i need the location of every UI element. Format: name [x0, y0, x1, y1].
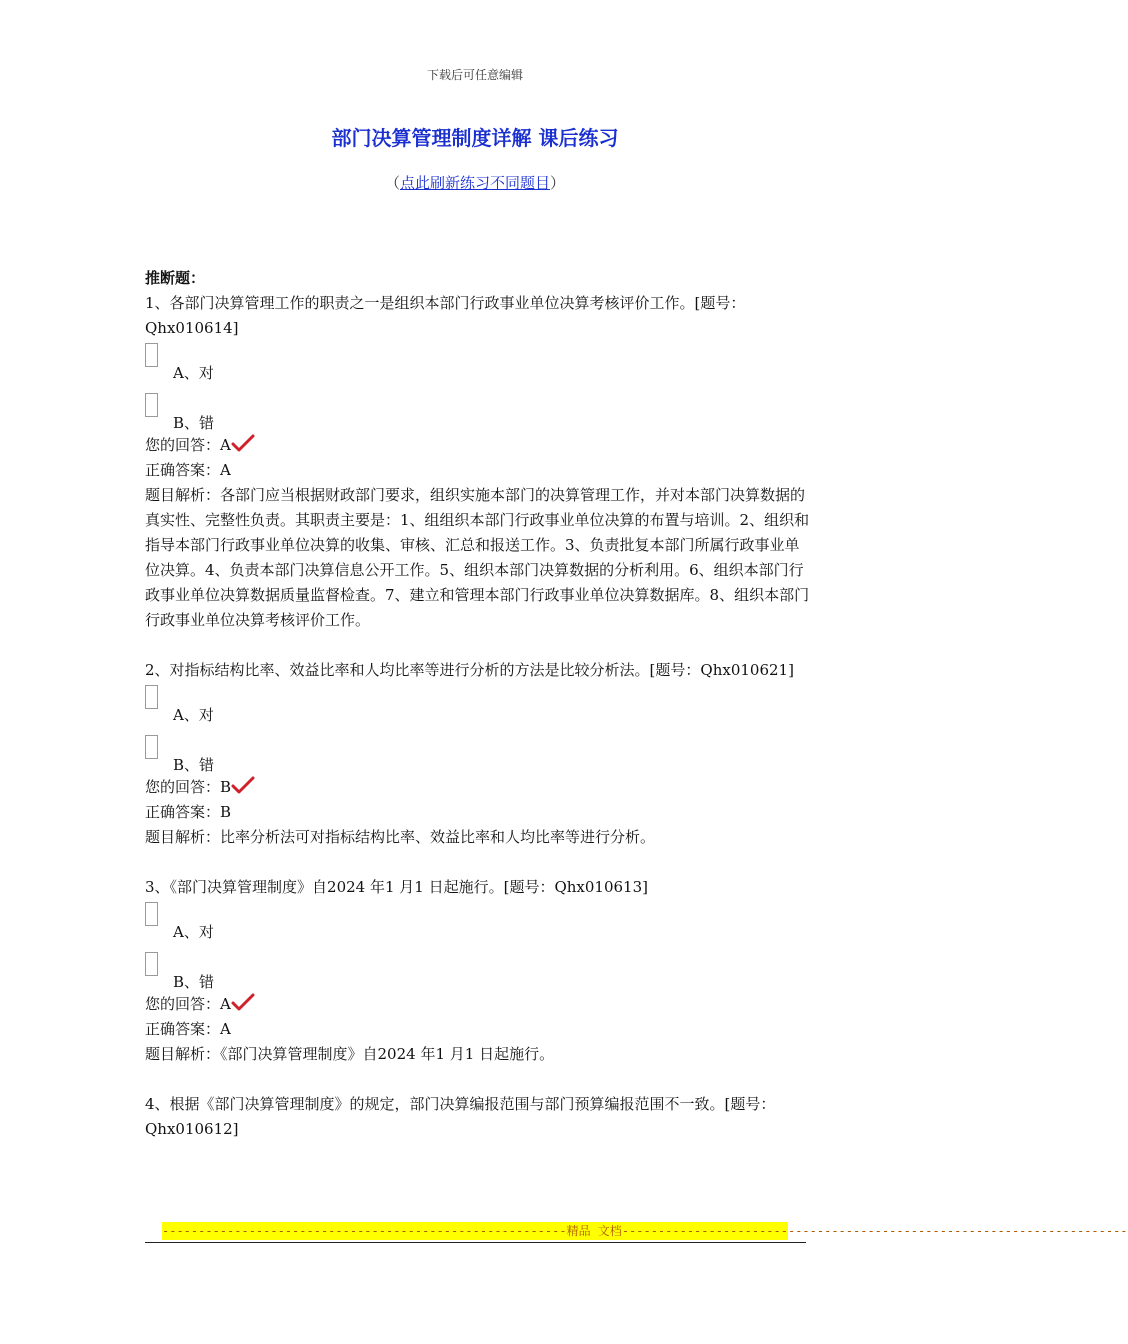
option-label: A、对	[173, 706, 214, 724]
question-text: 4、根据《部门决算管理制度》的规定，部门决算编报范围与部门预算编报范围不一致。[题号：Qhx010612]	[145, 1095, 776, 1138]
refresh-close-paren: ）	[550, 174, 566, 192]
option-a-checkbox[interactable]	[145, 902, 158, 926]
option-label: B、错	[173, 756, 215, 774]
analysis-text: 比率分析法可对指标结构比率、效益比率和人均比率等进行分析。	[220, 828, 656, 846]
option-b-checkbox[interactable]	[145, 952, 158, 976]
option-a-checkbox[interactable]	[145, 343, 158, 367]
option-b-checkbox[interactable]	[145, 735, 158, 759]
analysis-label: 题目解析：	[145, 828, 221, 846]
correct-answer-value: B	[220, 803, 232, 821]
footer-banner	[162, 1222, 1128, 1240]
page-title: 部门决算管理制度详解 课后练习	[331, 126, 619, 150]
spacer	[145, 1067, 810, 1092]
option-a[interactable]	[145, 900, 810, 950]
question-2	[145, 658, 810, 850]
your-answer-label: 您的回答：	[145, 995, 221, 1013]
your-answer	[145, 775, 810, 800]
correct-answer-label: 正确答案：	[145, 803, 221, 821]
your-answer-value: A	[220, 436, 231, 454]
option-label: B、错	[173, 414, 215, 432]
correct-answer-label: 正确答案：	[145, 1020, 221, 1038]
correct-answer	[145, 458, 810, 483]
option-b-checkbox[interactable]	[145, 393, 158, 417]
your-answer-label: 您的回答：	[145, 436, 221, 454]
correct-answer	[145, 1017, 810, 1042]
header-note: 下载后可任意编辑	[426, 68, 523, 82]
footer-rule	[145, 1242, 806, 1243]
analysis	[145, 483, 810, 633]
checkmark-icon	[231, 776, 255, 794]
analysis-text: 各部门应当根据财政部门要求，组织实施本部门的决算管理工作，并对本部门决算数据的真实性、完整性负责。其职责主要是：1、组组织本部门行政事业单位决算的布置与培训。2、组织和指导本部门行政事业单位决算的收集、审核、汇总和报送工作。3、负责批复本部门所属行政事业单位决算。4、负责本部门决算信息公开工作。5、组织本部门决算数据的分析利用。6、组织本部门行政事业单位决算数据质量监督检查。7、建立和管理本部门行政事业单位决算数据库。8、组织本部门行政事业单位决算考核评价工作。	[145, 486, 810, 629]
refresh-line	[0, 172, 950, 193]
question-text: 1、各部门决算管理工作的职责之一是组织本部门行政事业单位决算考核评价工作。[题号：Qhx010614]	[145, 294, 746, 337]
question-list	[145, 266, 810, 1142]
section-label: 推断题：	[145, 269, 206, 287]
correct-answer	[145, 800, 810, 825]
footer-dashes-left: --------------------------------------------------------	[162, 1224, 567, 1238]
option-a[interactable]	[145, 683, 810, 733]
spacer	[145, 633, 810, 658]
question-1	[145, 291, 810, 633]
option-a-checkbox[interactable]	[145, 685, 158, 709]
option-label: A、对	[173, 364, 214, 382]
refresh-open-paren: （	[384, 174, 400, 192]
option-label: B、错	[173, 973, 215, 991]
your-answer-value: A	[220, 995, 231, 1013]
question-3	[145, 875, 810, 1067]
analysis	[145, 825, 810, 850]
your-answer-value: B	[220, 778, 232, 796]
analysis	[145, 1042, 810, 1067]
your-answer	[145, 433, 810, 458]
option-a[interactable]	[145, 341, 810, 391]
analysis-label: 题目解析：	[145, 486, 221, 504]
your-answer	[145, 992, 810, 1017]
footer-label: 精品 文档	[566, 1224, 622, 1238]
question-text: 2、对指标结构比率、效益比率和人均比率等进行分析的方法是比较分析法。[题号：Qhx010621]	[145, 661, 794, 679]
checkmark-icon	[231, 434, 255, 452]
correct-answer-label: 正确答案：	[145, 461, 221, 479]
refresh-link[interactable]: 点此刷新练习不同题目	[399, 174, 550, 192]
question-4	[145, 1092, 810, 1142]
correct-answer-value: A	[220, 461, 231, 479]
option-label: A、对	[173, 923, 214, 941]
your-answer-label: 您的回答：	[145, 778, 221, 796]
spacer	[145, 850, 810, 875]
footer-dashes-right: ----------------------------------------------------------------------	[621, 1224, 1128, 1238]
question-text: 3、《部门决算管理制度》自2024 年1 月1 日起施行。[题号：Qhx010613]	[145, 878, 648, 896]
correct-answer-value: A	[220, 1020, 231, 1038]
analysis-label: 题目解析：	[145, 1045, 221, 1063]
checkmark-icon	[231, 993, 255, 1011]
analysis-text: 《部门决算管理制度》自2024 年1 月1 日起施行。	[220, 1045, 555, 1063]
